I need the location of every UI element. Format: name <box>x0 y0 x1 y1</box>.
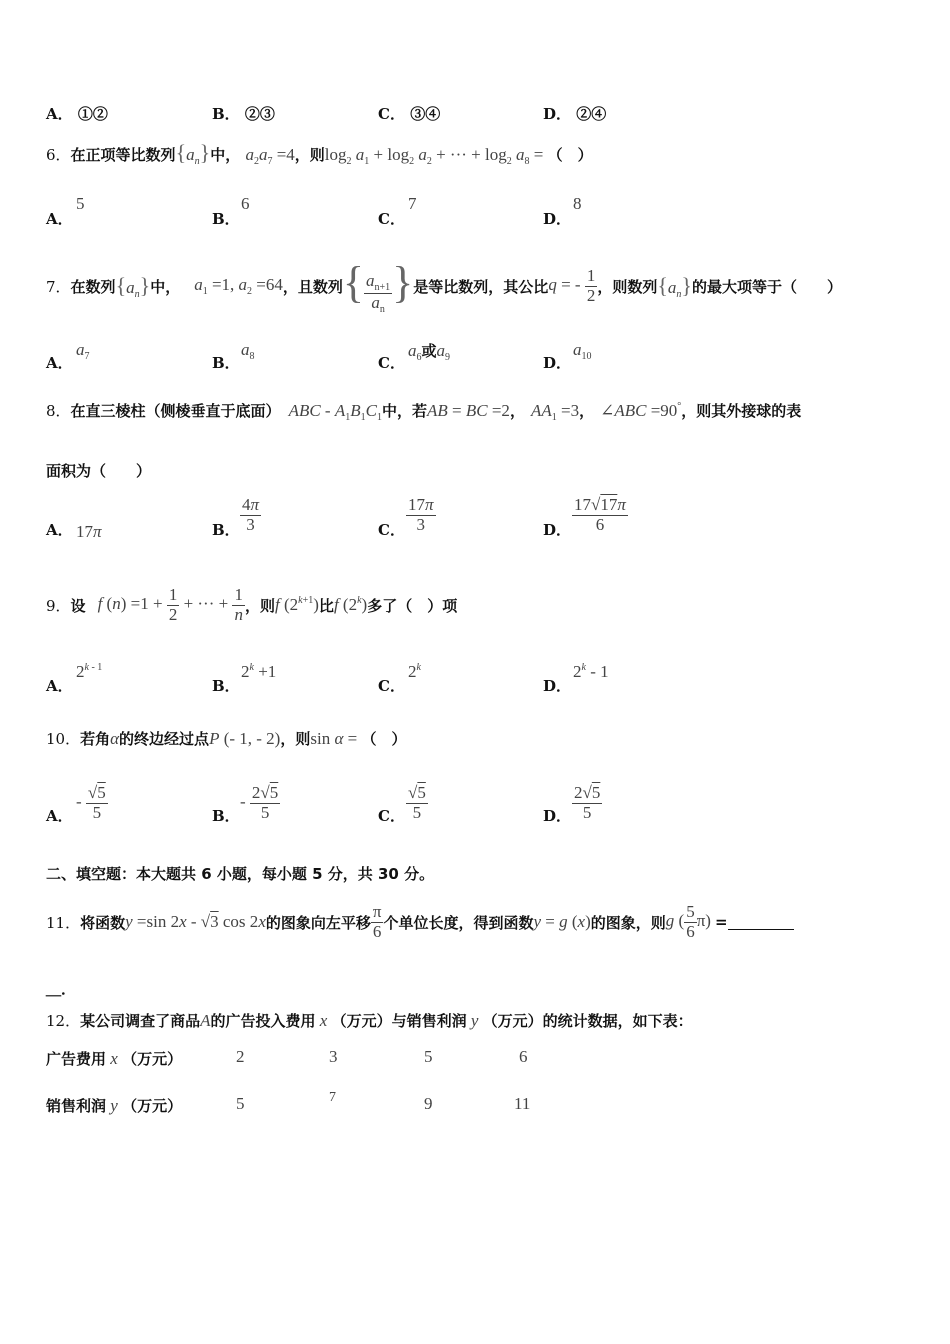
q7-option-c-value: $a_6$或$a_9$ <box>408 341 451 363</box>
q7-option-b[interactable] <box>212 352 240 373</box>
option-label: B． <box>212 354 240 372</box>
question-text: ，且数列 <box>282 277 343 296</box>
option-label: B． <box>212 210 240 228</box>
q6-option-a-value: 5 <box>76 194 85 213</box>
q9-option-c[interactable] <box>378 675 405 696</box>
q6-option-c-value: 7 <box>408 194 417 213</box>
math-q: q = - $\frac{1}{2}$ <box>548 265 596 305</box>
q8-option-b[interactable] <box>212 519 240 540</box>
question-text: 的广告投入费用 <box>210 1012 316 1030</box>
table-cell: 6 <box>519 1047 528 1066</box>
q10-option-c[interactable] <box>378 805 405 826</box>
option-label: C． <box>378 354 405 372</box>
math-a1-a2: $a_1 =1$, $a_2 =64$ <box>194 275 283 297</box>
question-text: （ ） <box>547 146 593 164</box>
q5-option-a[interactable] <box>46 103 108 124</box>
question-text: 的最大项等于（ ） <box>691 277 842 296</box>
row-label-text: 销售利润 <box>46 1097 107 1115</box>
q8-option-d[interactable] <box>543 519 571 540</box>
question-text: ，则其外接球的表 <box>681 402 802 420</box>
question-12 <box>46 1010 693 1031</box>
math-a2a7: $a_2a_7 =4$ <box>245 145 295 167</box>
option-label: D． <box>543 210 572 228</box>
math-A: A <box>200 1011 211 1030</box>
question-text: 若角 <box>80 730 111 748</box>
math-y-sin: y =sin 2x - √3 cos 2x <box>125 912 266 931</box>
question-number: 7． <box>46 277 71 296</box>
q8-option-c[interactable] <box>378 519 405 540</box>
q6-option-b-value: 6 <box>241 194 250 213</box>
question-text: ，则 <box>280 730 311 748</box>
q9-option-d-value: 2$^k$ - 1 <box>573 662 609 681</box>
q7-option-d[interactable] <box>543 352 571 373</box>
question-text: 中，若 <box>381 402 427 420</box>
q7-option-a[interactable] <box>46 352 73 373</box>
option-label: C． <box>378 807 405 825</box>
question-text: （万元）的统计数据，如下表： <box>482 1012 693 1030</box>
q6-option-a[interactable] <box>46 208 73 229</box>
option-label: A． <box>46 354 73 372</box>
q10-option-d-value: $\frac{2√5}{5}$ <box>574 783 601 822</box>
question-text: 是等比数列，其公比 <box>413 277 549 296</box>
question-text: ， <box>509 402 525 420</box>
question-7 <box>46 256 842 316</box>
question-number: 6． <box>46 146 71 164</box>
option-text: ②③ <box>244 105 275 123</box>
q10-option-a[interactable] <box>46 805 73 826</box>
math-seq-an: $\{a_n\}$ <box>115 272 151 300</box>
question-6 <box>46 140 593 167</box>
option-text: ③④ <box>410 105 441 123</box>
question-text: 比 <box>318 596 334 615</box>
question-text: ，则 <box>294 146 325 164</box>
q7-option-c[interactable] <box>378 352 405 373</box>
q6-option-d[interactable] <box>543 208 571 229</box>
question-text: 某公司调查了商品 <box>80 1012 201 1030</box>
math-angle: ∠ABC =90° <box>600 401 682 420</box>
math-f-2k: f (2$^k$) <box>333 595 368 614</box>
q5-option-b[interactable] <box>212 103 275 124</box>
row-unit-text: （万元） <box>122 1050 183 1068</box>
option-text: 或 <box>421 342 437 360</box>
section-2-heading: 二、填空题：本大题共 6 小题，每小题 5 分，共 30 分。 <box>46 865 435 883</box>
math-y: y <box>470 1011 479 1030</box>
table-cell: 3 <box>329 1047 338 1066</box>
question-text: 的图象向左平移 <box>265 913 371 932</box>
question-11-continued: ＿． <box>46 980 77 998</box>
question-text: 的图象，则 <box>590 913 666 932</box>
q6-option-b[interactable] <box>212 208 240 229</box>
question-text: 在数列 <box>70 277 116 296</box>
table-row-1-label: 广告费用 x （万元） <box>46 1049 183 1068</box>
option-text: ①② <box>77 105 108 123</box>
q10-option-d[interactable] <box>543 805 571 826</box>
q8-option-a-value: 17π <box>76 522 102 541</box>
table-cell: 7 <box>329 1090 336 1105</box>
q9-option-b[interactable] <box>212 675 240 696</box>
question-number: 9． <box>46 596 71 615</box>
question-text: 设 <box>70 596 86 615</box>
question-text: 在正项等比数列 <box>70 146 176 164</box>
option-label: A． <box>46 105 73 123</box>
math-fn-def: f (n) =1 + $\frac{1}{2}$ + ··· + $\frac{1}{n}$ <box>97 584 243 624</box>
math-x: x <box>319 1011 328 1030</box>
math-sin-alpha: sin α = <box>310 729 362 748</box>
option-label: C． <box>378 677 405 695</box>
table-cell: 2 <box>236 1047 245 1066</box>
option-label: C． <box>378 105 405 123</box>
q8-option-a[interactable] <box>46 519 73 540</box>
q10-option-c-value: $\frac{√5}{5}$ <box>408 783 426 822</box>
math-f-2k1: f $(2^{k+1})$ <box>275 595 319 614</box>
math-ab-bc: AB = BC =2 <box>426 401 510 420</box>
option-label: A． <box>46 677 73 695</box>
math-alpha: α <box>110 729 120 748</box>
q6-option-d-value: 8 <box>573 194 582 213</box>
option-label: C． <box>378 521 405 539</box>
question-number: 8． <box>46 402 71 420</box>
option-label: B． <box>212 521 240 539</box>
option-label: B． <box>212 105 240 123</box>
math-pi-over-6: $\frac{\pi}{6}$ <box>372 901 382 941</box>
option-label: D． <box>543 807 572 825</box>
math-seq-an: $\{a_n\}$ <box>175 140 211 167</box>
question-text: （ ） <box>361 730 407 748</box>
question-text: ，则 <box>244 596 275 615</box>
row-unit-text: （万元） <box>122 1097 183 1115</box>
question-8-continued: 面积为（ ） <box>46 462 152 480</box>
row-label-text: 广告费用 <box>46 1050 107 1068</box>
q7-option-a-value: $a_7$ <box>76 340 90 362</box>
table-cell: 5 <box>236 1094 245 1113</box>
question-10 <box>46 728 407 749</box>
q9-option-d[interactable] <box>543 675 571 696</box>
table-row-2-label: 销售利润 y （万元） <box>46 1096 183 1115</box>
math-y-gx: y = g (x) <box>533 912 591 931</box>
q8-option-c-value: $\frac{17\pi}{3}$ <box>408 495 434 534</box>
option-label: A． <box>46 210 73 228</box>
math-point-p: P (- 1, - 2) <box>209 729 281 748</box>
question-text: 中， <box>150 277 181 296</box>
q8-option-b-value: $\frac{4\pi}{3}$ <box>242 495 260 534</box>
q9-option-c-value: 2$^k$ <box>408 662 421 681</box>
math-ratio-seq: { $\frac{a_{n+1}}{a_n}$ } <box>342 258 414 315</box>
q9-option-a-value: 2$^{k - 1}$ <box>76 662 103 681</box>
option-label: A． <box>46 807 73 825</box>
q5-option-d[interactable] <box>543 103 606 124</box>
question-text: 多了（ ）项 <box>367 596 458 615</box>
question-number: 11． <box>46 913 81 932</box>
math-aa1: $AA_1 =3$ <box>530 401 580 423</box>
question-9 <box>46 580 457 630</box>
math-prism: ABC - $A_1B_1C_1$ <box>288 401 382 423</box>
q7-option-d-value: $a_{10}$ <box>573 340 592 362</box>
option-label: D． <box>543 354 572 372</box>
option-label: B． <box>212 807 240 825</box>
question-text: （万元）与销售利润 <box>331 1012 467 1030</box>
option-label: D． <box>543 521 572 539</box>
question-11 <box>46 895 794 949</box>
math-seq-an: $\{a_n\}$ <box>657 272 692 300</box>
q10-option-b[interactable] <box>212 805 240 826</box>
math-g-5pi6: g ( $\frac{5}{6}$ π) <box>665 901 711 941</box>
question-text: 将函数 <box>80 913 126 932</box>
question-number: 10． <box>46 730 81 748</box>
question-number: 12． <box>46 1012 81 1030</box>
question-text: 中， <box>210 146 241 164</box>
q8-option-d-value: $\frac{17√17\pi}{6}$ <box>574 495 626 534</box>
option-label: C． <box>378 210 405 228</box>
q9-option-b-value: $2^k +1$ <box>241 662 277 681</box>
equals-sign: = <box>714 913 728 931</box>
table-cell: 5 <box>424 1047 433 1066</box>
option-text: ②④ <box>576 105 607 123</box>
q6-option-c[interactable] <box>378 208 405 229</box>
question-text: 个单位长度，得到函数 <box>383 913 534 932</box>
question-text: ，则数列 <box>597 277 658 296</box>
table-cell: 9 <box>424 1094 433 1113</box>
question-text: 的终边经过点 <box>119 730 210 748</box>
q5-option-c[interactable] <box>378 103 440 124</box>
q10-option-b-value: - $\frac{2√5}{5}$ <box>240 783 279 822</box>
q10-option-a-value: - $\frac{√5}{5}$ <box>76 783 106 822</box>
question-text: 在直三棱柱（侧棱垂直于底面） <box>70 402 281 420</box>
option-label: D． <box>543 105 572 123</box>
table-cell: 11 <box>514 1094 531 1113</box>
option-label: B． <box>212 677 240 695</box>
option-label: D． <box>543 677 572 695</box>
math-log-sum: $\log_2 a_1 + \log_2 a_2$ + ··· + $\log_2 a_8$ = <box>324 145 548 167</box>
answer-blank[interactable] <box>728 915 794 930</box>
q9-option-a[interactable] <box>46 675 73 696</box>
q7-option-b-value: $a_8$ <box>241 340 255 362</box>
option-label: A． <box>46 521 73 539</box>
question-text: ， <box>579 402 595 420</box>
question-8 <box>46 400 801 423</box>
